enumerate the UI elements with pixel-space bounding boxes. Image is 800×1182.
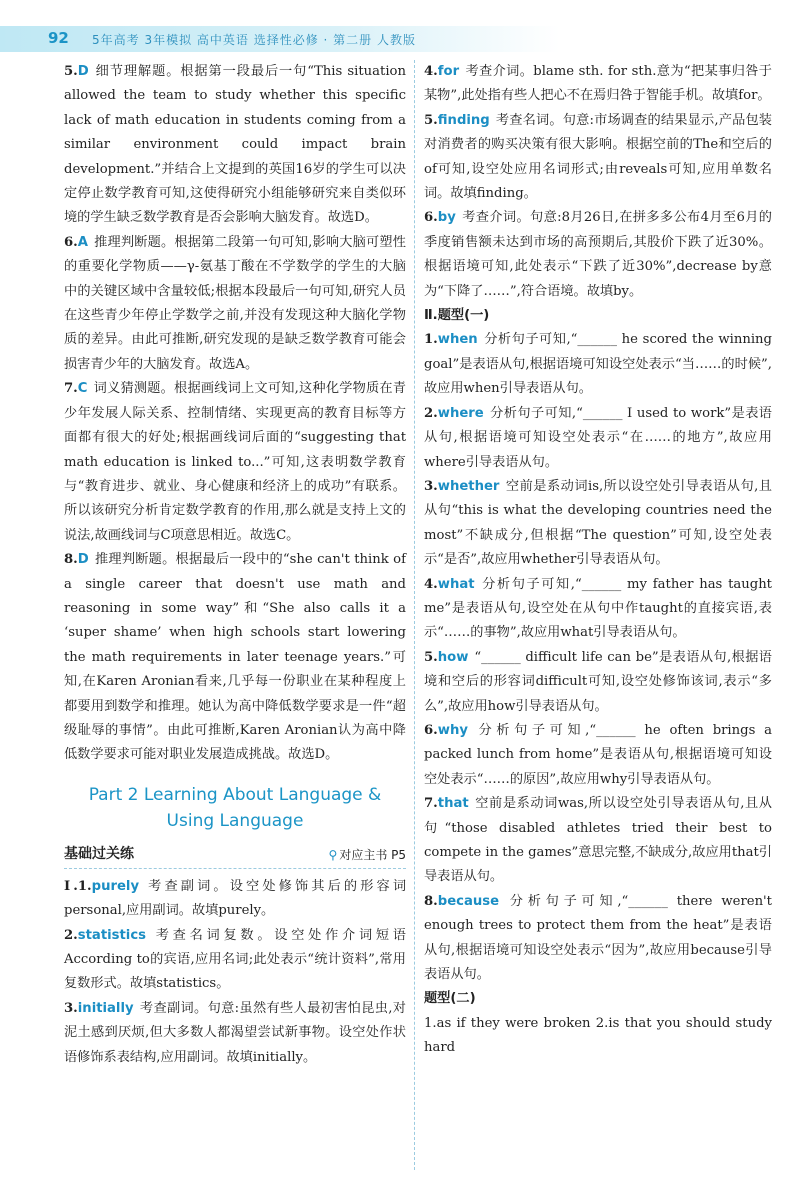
- answer-item: 5.D 细节理解题。根据第一段最后一句“This situation allowed the team to study whether this specific lack of math education in students coming from a similar environment could impact brain development.”并结合上文提到的英国16岁的学生可以决定停止数学教育可知,这使得研究小组能够研究来自类似环境的学生缺乏数学教育是否会影响大脑发育。故选D。: [64, 64, 406, 226]
- answer-item: 3.initially 考查副词。句意:虽然有些人最初害怕昆虫,对泥土感到厌烦,但大多数人都渴望尝试新事物。设空处作状语修饰系表结构,应用副词。故填initially。: [64, 1000, 406, 1065]
- explanation: 考查名词复数。设空处作介词短语According to的宾语,应用名词;此处表示“统计资料”,常用复数形式。故填statistics。: [64, 927, 406, 992]
- section-title: Part 2 Learning About Language & Using Language: [88, 784, 382, 831]
- right-column: [424, 60, 772, 1061]
- subsection-title: Ⅱ.题型(一): [424, 308, 490, 324]
- explanation: 考查介词。blame sth. for sth.意为“把某事归咎于某物”,此处指有些人把心不在焉归咎于智能手机。故填for。: [424, 64, 772, 104]
- explanation: 考查名词。句意:市场调查的结果显示,产品包装对消费者的购买决策有很大影响。根据空前的The和空后的of可知,设空处应用名词形式;由reveals可知,应用单数名词。故填finding。: [424, 112, 772, 202]
- answer-item: 7.C 词义猜测题。根据画线词上文可知,这种化学物质在青少年发展人际关系、控制情绪、实现更高的教育目标等方面都有很大的好处;根据画线词后面的“suggesting that math education is linked to...”可知,这表明数学教育与“教育进步、就业、身心健康和经济上的成功”有联系。所以该研究分析肯定数学教育的作用,那么就是支持上文的说法,故画线词与C项意思相近。故选C。: [64, 381, 406, 543]
- left-column: [64, 60, 406, 1070]
- answer-key: whether: [437, 478, 500, 494]
- answer-key: statistics: [77, 927, 146, 943]
- page-header: [0, 26, 560, 52]
- explanation: 词义猜测题。根据画线词上文可知,这种化学物质在青少年发展人际关系、控制情绪、实现更高的教育目标等方面都有很大的好处;根据画线词后面的“suggesting that math education is linked to...”可知,这表明数学教育与“教育进步、就业、身心健康和经济上的成功”有联系。所以该研究分析肯定数学教育的作用,那么就是支持上文的说法,故画线词与C项意思相近。故选C。: [64, 381, 406, 543]
- explanation: 推理判断题。根据最后一段中的“she can't think of a single career that doesn't use math and reasoning in some way”和“She also calls it a ‘super shame’ when high schools start lowering the math requirements in later teenage years.”可知,在Karen Aronian看来,几乎每一份职业在某种程度上都要用到数学和推理。她认为高中降低数学要求是一件“超级耻辱的事情”。由此可推断,Karen Aronian认为高中降低数学要求可能对职业发展造成挑战。故选D。: [64, 552, 406, 763]
- answer-item: Ⅰ.1.purely 考查副词。设空处修饰其后的形容词personal,应用副词。故填purely。: [64, 878, 407, 919]
- answer-line: 1.as if they were broken 2.is that you should study hard: [424, 1015, 772, 1056]
- explanation: 考查副词。句意:虽然有些人最初害怕昆虫,对泥土感到厌烦,但大多数人都渴望尝试新事物。设空处作状语修饰系表结构,应用副词。故填initially。: [64, 1000, 406, 1065]
- explanation: 考查介词。句意:8月26日,在拼多多公布4月至6月的季度销售额未达到市场的高预期后,其股价下跌了近30%。根据语境可知,此处表示“下跌了近30%”,decrease by意为“下降了……”,符合语境。故填by。: [424, 210, 772, 299]
- answer-key: where: [437, 405, 484, 421]
- answer-key: finding: [437, 112, 490, 128]
- answer-key: D: [77, 64, 89, 79]
- explanation: 推理判断题。根据第二段第一句可知,影响大脑可塑性的重要化学物质——γ-氨基丁酸在不学数学的学生的大脑中的关键区域中含量较低;根据本段最后一句可知,研究人员在这些青少年停止学数学之前,并没有发现这种大脑化学物质的差异。由此可推断,研究发现的是缺乏数学教育可能会损害青少年的大脑发育。故选A。: [64, 234, 406, 372]
- answer-key: because: [437, 893, 500, 909]
- answer-key: why: [437, 722, 468, 738]
- answer-key: C: [77, 381, 88, 397]
- answer-item: 5.finding 考查名词。句意:市场调查的结果显示,产品包装对消费者的购买决策有很大影响。根据空前的The和空后的of可知,设空处应用名词形式;由reveals可知,应用单数名词。故填finding。: [424, 112, 772, 202]
- textbook-reference: ⚲ 对应主书 P5: [328, 847, 406, 862]
- explanation: “______ difficult life can be”是表语从句,根据语境和空后的形容词difficult可知,设空处修饰该词,表示“多么”,故应用how引导表语从句。: [424, 649, 772, 714]
- answer-key: that: [437, 796, 469, 812]
- answer-item: 6.why 分析句子可知,“______ he often brings a packed lunch from home”是表语从句,根据语境可知设空处表示“……的原因”,故应用why引导表语从句。: [424, 722, 772, 787]
- answer-key: what: [437, 576, 475, 592]
- practice-heading-bar: [64, 842, 406, 869]
- answer-key: by: [437, 210, 456, 226]
- explanation: 空前是系动词was,所以设空处引导表语从句,且从句“those disabled athletes tried their best to compete in the games”意思完整,不缺成分,故应用that引导表语从句。: [424, 796, 772, 885]
- answer-key: A: [77, 234, 88, 250]
- answer-key: D: [77, 552, 89, 568]
- explanation: 分析句子可知,“______ he scored the winning goal”是表语从句,根据语境可知设空处表示“当……的时候”,故应用when引导表语从句。: [424, 332, 772, 397]
- explanation: 分析句子可知,“______ he often brings a packed lunch from home”是表语从句,根据语境可知设空处表示“……的原因”,故应用why引导表语从句。: [424, 722, 772, 787]
- answer-item: 2.where 分析句子可知,“______ I used to work”是表语从句,根据语境可知设空处表示“在……的地方”,故应用where引导表语从句。: [424, 405, 772, 470]
- answer-key: how: [437, 649, 469, 665]
- answer-item: 7.that 空前是系动词was,所以设空处引导表语从句,且从句“those disabled athletes tried their best to compete in the games”意思完整,不缺成分,故应用that引导表语从句。: [424, 796, 772, 885]
- answer-item: 6.A 推理判断题。根据第二段第一句可知,影响大脑可塑性的重要化学物质——γ-氨基丁酸在不学数学的学生的大脑中的关键区域中含量较低;根据本段最后一句可知,研究人员在这些青少年停止学数学之前,并没有发现这种大脑化学物质的差异。由此可推断,研究发现的是缺乏数学教育可能会损害青少年的大脑发育。故选A。: [64, 234, 406, 372]
- explanation: 分析句子可知,“______ I used to work”是表语从句,根据语境可知设空处表示“在……的地方”,故应用where引导表语从句。: [424, 405, 772, 470]
- column-divider: [414, 60, 415, 1170]
- answer-item: 6.by 考查介词。句意:8月26日,在拼多多公布4月至6月的季度销售额未达到市场的高预期后,其股价下跌了近30%。根据语境可知,此处表示“下跌了近30%”,decrease by意为“下降了……”,符合语境。故填by。: [424, 210, 772, 299]
- explanation: 分析句子可知,“______ there weren't enough trees to protect them from the heat”是表语从句,根据语境可知设空处表示“因为”,故应用because引导表语从句。: [424, 893, 772, 983]
- answer-item: 8.D 推理判断题。根据最后一段中的“she can't think of a single career that doesn't use math and reasoning in some way”和“She also calls it a ‘super shame’ when high schools start lowering the math requirements in later teenage years.”可知,在Karen Aronian看来,几乎每一份职业在某种程度上都要用到数学和推理。她认为高中降低数学要求是一件“超级耻辱的事情”。由此可推断,Karen Aronian认为高中降低数学要求可能对职业发展造成挑战。故选D。: [64, 552, 406, 763]
- answer-key: when: [437, 332, 478, 348]
- answer-item: 8.because 分析句子可知,“______ there weren't enough trees to protect them from the heat”是表语从句,根据语境可知设空处表示“因为”,故应用because引导表语从句。: [424, 893, 772, 983]
- book-title: 5年高考 3年模拟 高中英语 选择性必修 · 第二册 人教版: [92, 33, 416, 47]
- explanation: 考查副词。设空处修饰其后的形容词personal,应用副词。故填purely。: [64, 878, 407, 919]
- subsection-title: 题型(二): [424, 991, 476, 1007]
- answer-key: initially: [77, 1000, 134, 1016]
- answer-item: 5.how “______ difficult life can be”是表语从句,根据语境和空后的形容词difficult可知,设空处修饰该词,表示“多么”,故应用how引导表语从句。: [424, 649, 772, 714]
- practice-heading: 基础过关练: [64, 845, 134, 862]
- explanation: 分析句子可知,“______ my father has taught me”是表语从句,设空处在从句中作taught的直接宾语,表示“……的事物”,故应用what引导表语从句。: [424, 576, 772, 641]
- answer-key: purely: [91, 878, 140, 894]
- answer-item: 2.statistics 考查名词复数。设空处作介词短语According to的宾语,应用名词;此处表示“统计资料”,常用复数形式。故填statistics。: [64, 927, 406, 992]
- answer-item: 3.whether 空前是系动词is,所以设空处引导表语从句,且从句“this is what the developing countries need the most”不缺成分,但根据“The question”可知,设空处表示“是否”,故应用whether引导表语从句。: [424, 478, 772, 568]
- answer-item: 4.for 考查介词。blame sth. for sth.意为“把某事归咎于某物”,此处指有些人把心不在焉归咎于智能手机。故填for。: [424, 64, 772, 104]
- search-icon: ⚲: [328, 847, 338, 862]
- explanation: 空前是系动词is,所以设空处引导表语从句,且从句“this is what the developing countries need the most”不缺成分,但根据“The question”可知,设空处表示“是否”,故应用whether引导表语从句。: [424, 478, 772, 568]
- answer-item: 1.when 分析句子可知,“______ he scored the winning goal”是表语从句,根据语境可知设空处表示“当……的时候”,故应用when引导表语从句。: [424, 332, 772, 397]
- explanation: 细节理解题。根据第一段最后一句“This situation allowed the team to study whether this specific lack of math education in students coming from a similar environment could impact brain development.”并结合上文提到的英国16岁的学生可以决定停止数学教育可知,这使得研究小组能够研究来自类似环境的学生缺乏数学教育是否会影响大脑发育。故选D。: [64, 64, 406, 226]
- answer-item: 4.what 分析句子可知,“______ my father has taught me”是表语从句,设空处在从句中作taught的直接宾语,表示“……的事物”,故应用what引导表语从句。: [424, 576, 772, 641]
- page-number: 92: [48, 29, 69, 47]
- answer-key: for: [437, 64, 460, 79]
